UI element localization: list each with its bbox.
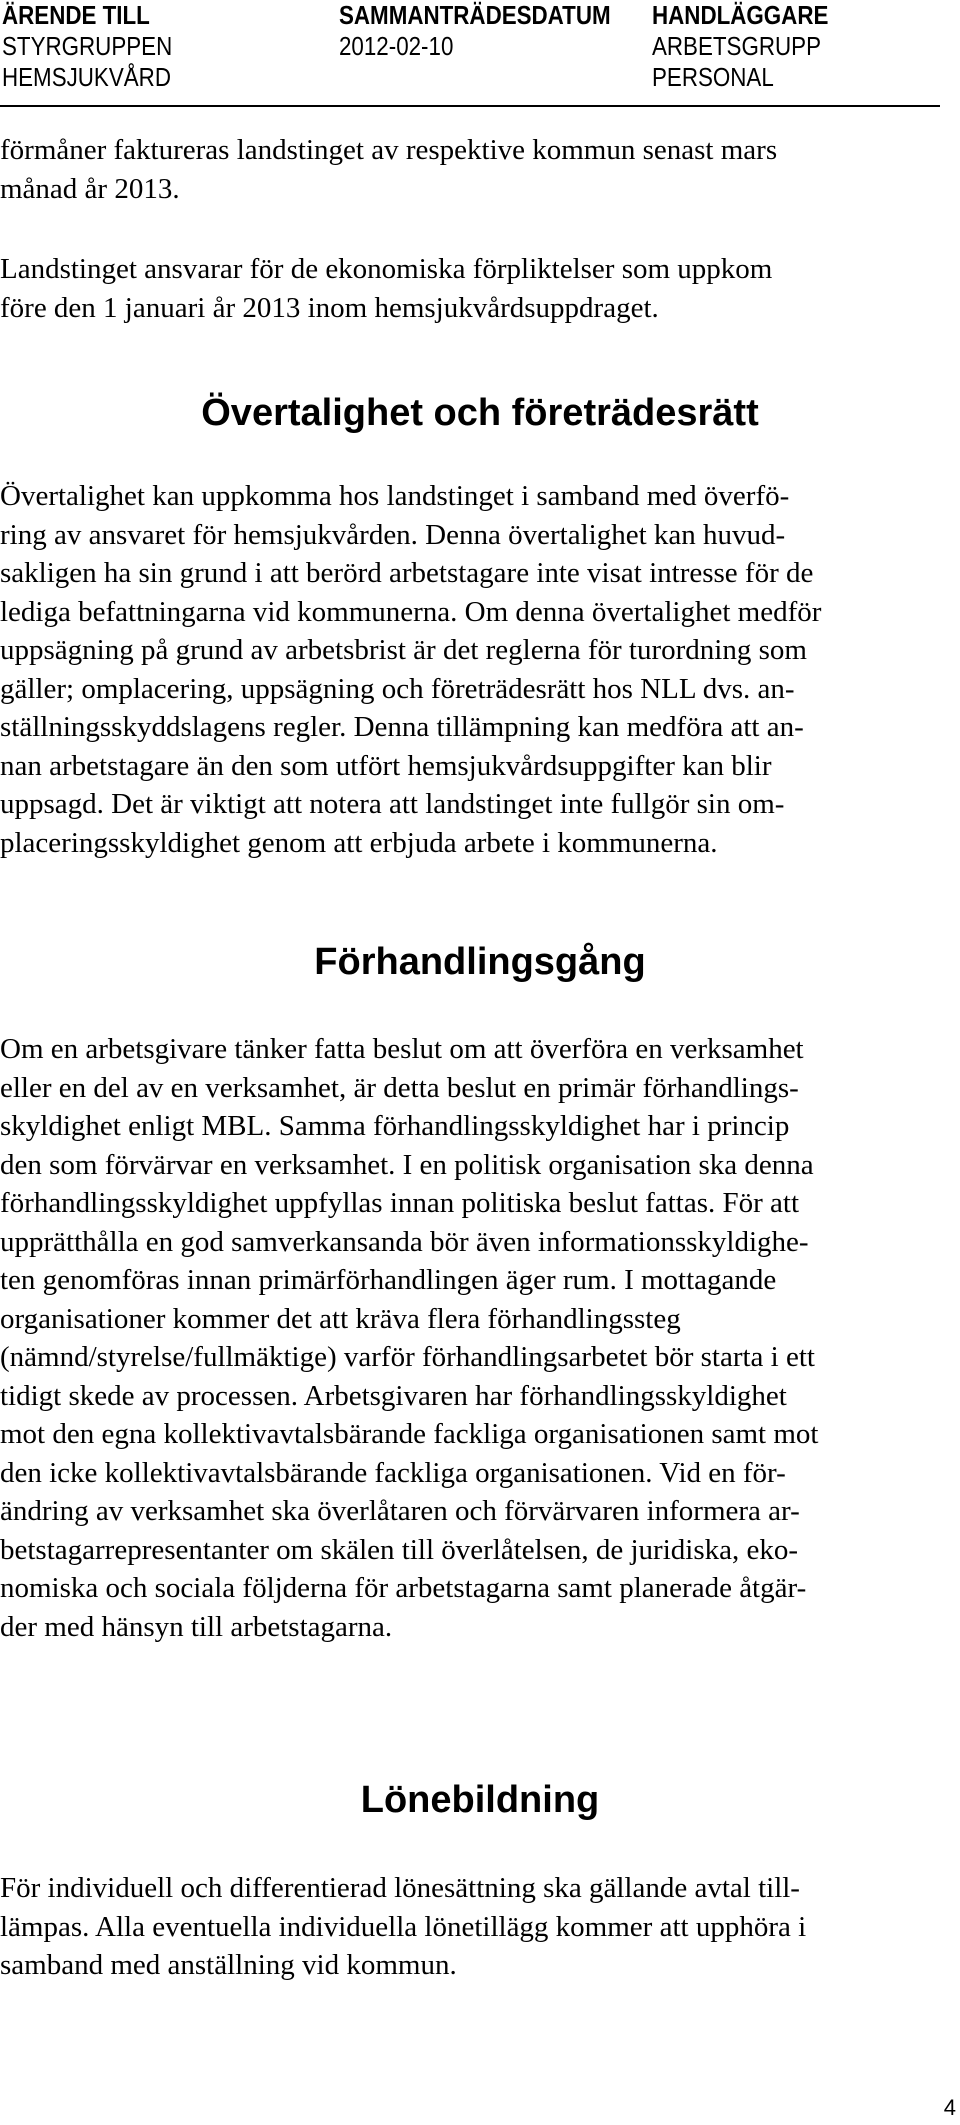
section-body-overtalighet	[0, 477, 945, 862]
text-line: den som förvärvar en verksamhet. I en politisk organisation ska denna	[0, 1148, 814, 1181]
text-line: Övertalighet kan uppkomma hos landstinget i samband med överfö-	[0, 480, 790, 512]
text-line: ten genomföras innan primärförhandlingen äger rum. I mottagande	[0, 1264, 777, 1296]
text-line: (nämnd/styrelse/fullmäktige) varför förhandlingsarbetet bör starta i ett	[0, 1341, 815, 1373]
text-line: nomiska och sociala följderna för arbetstagarna samt planerade åtgär-	[0, 1572, 807, 1604]
section-heading-overtalighet: Övertalighet och företrädesrätt	[201, 392, 759, 434]
header-value: ARBETSGRUPP	[652, 31, 821, 61]
text-line: förhandlingsskyldighet uppfyllas innan politiska beslut fattas. För att	[0, 1187, 800, 1219]
text-line: ställningsskyddslagens regler. Denna tillämpning kan medföra att an-	[0, 711, 804, 743]
text-line: förmåner faktureras landstinget av respektive kommun senast mars	[0, 134, 778, 166]
text-line: lediga befattningarna vid kommunerna. Om denna övertalighet medför	[0, 595, 822, 628]
header-label: SAMMANTRÄDESDATUM	[339, 0, 611, 30]
header-col-datum	[339, 0, 611, 62]
text-line: lämpas. Alla eventuella individuella lönetillägg kommer att upphöra i	[0, 1910, 807, 1943]
header-label: ÄRENDE TILL	[2, 0, 150, 30]
text-line: nan arbetstagare än den som utfört hemsjukvårdsuppgifter kan blir	[0, 749, 772, 782]
header-value: STYRGRUPPEN	[2, 31, 173, 61]
text-line: den icke kollektivavtalsbärande fackliga organisationen. Vid en för-	[0, 1456, 786, 1489]
section-body-lonebildning	[0, 1869, 945, 1985]
text-line: placeringsskyldighet genom att erbjuda arbete i kommunerna.	[0, 826, 718, 859]
header-label: HANDLÄGGARE	[652, 0, 829, 30]
text-line: För individuell och differentierad lönesättning ska gällande avtal till-	[0, 1872, 800, 1904]
text-line: före den 1 januari år 2013 inom hemsjukvårdsuppdraget.	[0, 291, 659, 324]
text-line: Om en arbetsgivare tänker fatta beslut om att överföra en verksamhet	[0, 1033, 804, 1065]
text-line: upprätthålla en god samverkansanda bör även informationsskyldighe-	[0, 1225, 809, 1258]
text-line: uppsägning på grund av arbetsbrist är det reglerna för turordning som	[0, 634, 807, 666]
text-line: der med hänsyn till arbetstagarna.	[0, 1610, 393, 1643]
text-line: ring av ansvaret för hemsjukvården. Denna övertalighet kan huvud-	[0, 518, 786, 551]
text-line: skyldighet enligt MBL. Samma förhandlingsskyldighet har i princip	[0, 1110, 790, 1142]
section-body-forhandlingsgang	[0, 1030, 945, 1646]
intro-paragraph-1	[0, 131, 945, 208]
text-line: eller en del av en verksamhet, är detta beslut en primär förhandlings-	[0, 1071, 799, 1104]
text-line: organisationer kommer det att kräva flera förhandlingssteg	[0, 1302, 681, 1335]
text-line: tidigt skede av processen. Arbetsgivaren har förhandlingsskyldighet	[0, 1379, 787, 1412]
intro-paragraph-2	[0, 250, 945, 327]
header-divider	[0, 105, 940, 107]
header-value: PERSONAL	[652, 62, 774, 92]
page-number: 4	[943, 2095, 956, 2120]
text-line: sakligen ha sin grund i att berörd arbetstagare inte visat intresse för de	[0, 557, 814, 589]
text-line: mot den egna kollektivavtalsbärande fackliga organisationen samt mot	[0, 1418, 819, 1450]
text-line: Landstinget ansvarar för de ekonomiska förpliktelser som uppkom	[0, 253, 773, 285]
text-line: uppsagd. Det är viktigt att notera att landstinget inte fullgör sin om-	[0, 788, 785, 820]
header-value: HEMSJUKVÅRD	[2, 62, 171, 92]
text-line: betstagarrepresentanter om skälen till överlåtelsen, de juridiska, eko-	[0, 1533, 799, 1566]
text-line: ändring av verksamhet ska överlåtaren och förvärvaren informera ar-	[0, 1495, 800, 1527]
header-value: 2012-02-10	[339, 31, 454, 61]
header-col-arende	[2, 0, 172, 93]
section-heading-forhandlingsgang: Förhandlingsgång	[314, 941, 646, 983]
text-line: månad år 2013.	[0, 172, 180, 205]
section-heading-lonebildning: Lönebildning	[360, 1779, 600, 1821]
text-line: samband med anställning vid kommun.	[0, 1949, 457, 1981]
text-line: gäller; omplacering, uppsägning och företrädesrätt hos NLL dvs. an-	[0, 672, 795, 705]
header-col-handlaggare	[652, 0, 828, 93]
